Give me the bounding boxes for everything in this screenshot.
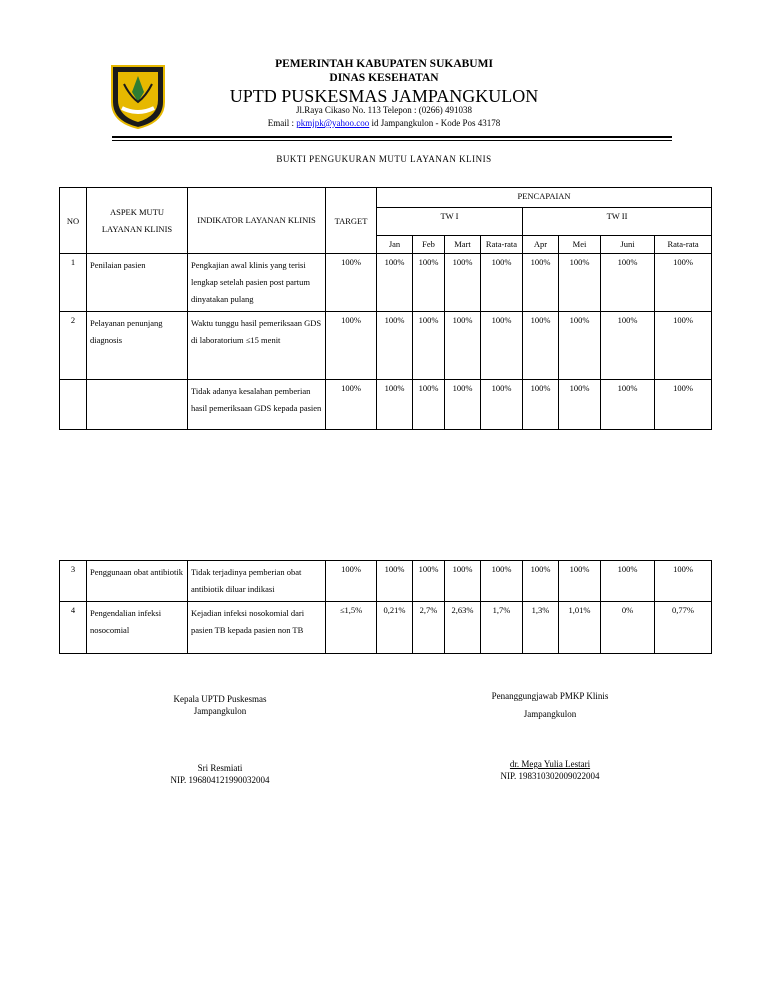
row-indikator: Waktu tunggu hasil pemeriksaan GDS di laboratorium ≤15 menit [188, 312, 326, 380]
row-value: 1,3% [523, 602, 559, 654]
document-title: BUKTI PENGUKURAN MUTU LAYANAN KLINIS [276, 154, 492, 164]
right-nip: NIP. 198310302009022004 [500, 771, 600, 781]
row-indikator: Tidak adanya kesalahan pemberian hasil pemeriksaan GDS kepada pasien [188, 380, 326, 430]
row-value: 100% [445, 312, 481, 380]
header-address: Jl.Raya Cikaso No. 113 Telepon : (0266) 491038 [295, 105, 473, 115]
table-row [60, 602, 712, 654]
header-line-3: UPTD PUSKESMAS JAMPANGKULON [229, 86, 539, 106]
row-value: 2,7% [413, 602, 445, 654]
left-title-1: Kepala UPTD Puskesmas [173, 694, 267, 704]
row-aspek [87, 380, 188, 430]
table-row [60, 380, 712, 430]
header-target: TARGET [326, 188, 377, 254]
row-value: 0,21% [377, 602, 413, 654]
header-indikator: INDIKATOR LAYANAN KLINIS [188, 188, 326, 254]
month-header: Juni [601, 236, 655, 254]
row-value: 100% [413, 312, 445, 380]
header-line-2: DINAS KESEHATAN [329, 72, 439, 84]
row-value: 2,63% [445, 602, 481, 654]
row-target: 100% [326, 254, 377, 312]
left-nip: NIP. 196804121990032004 [170, 775, 270, 785]
row-value: 100% [601, 561, 655, 602]
month-header: Feb [413, 236, 445, 254]
row-no: 4 [60, 602, 87, 654]
row-value: 100% [655, 380, 712, 430]
table-row [60, 254, 712, 312]
row-value: 100% [481, 561, 523, 602]
row-value: 0,77% [655, 602, 712, 654]
header-rule-thin [112, 140, 672, 141]
row-indikator: Pengkajian awal klinis yang terisi lengkap setelah pasien post partum dinyatakan pulang [188, 254, 326, 312]
left-name: Sri Resmiati [197, 763, 243, 773]
row-value: 100% [445, 380, 481, 430]
table-row [60, 561, 712, 602]
row-value: 100% [481, 312, 523, 380]
row-indikator: Tidak terjadinya pemberian obat antibiotik diluar indikasi [188, 561, 326, 602]
email-rest: id Jampangkulon - Kode Pos 43178 [369, 118, 501, 128]
row-value: 100% [559, 380, 601, 430]
row-value: 1,7% [481, 602, 523, 654]
header-tw2: TW II [523, 208, 712, 236]
row-value: 100% [601, 380, 655, 430]
row-indikator: Kejadian infeksi nosokomial dari pasien TB kepada pasien non TB [188, 602, 326, 654]
table-row [60, 312, 712, 380]
row-value: 100% [601, 254, 655, 312]
row-target: 100% [326, 561, 377, 602]
row-no: 2 [60, 312, 87, 380]
row-value: 0% [601, 602, 655, 654]
month-header: Jan [377, 236, 413, 254]
measurement-table-bottom [59, 560, 712, 654]
header-no: NO [60, 188, 87, 254]
row-target: 100% [326, 312, 377, 380]
header-aspek: ASPEK MUTU LAYANAN KLINIS [87, 188, 188, 254]
row-value: 100% [413, 561, 445, 602]
row-value: 1,01% [559, 602, 601, 654]
header-line-1: PEMERINTAH KABUPATEN SUKABUMI [275, 58, 493, 70]
row-value: 100% [523, 254, 559, 312]
month-header: Rata-rata [481, 236, 523, 254]
header-pencapaian: PENCAPAIAN [377, 188, 712, 208]
row-no: 3 [60, 561, 87, 602]
row-no [60, 380, 87, 430]
month-header: Mei [559, 236, 601, 254]
row-value: 100% [377, 312, 413, 380]
row-value: 100% [559, 254, 601, 312]
row-value: 100% [481, 254, 523, 312]
measurement-table-top [59, 187, 712, 430]
signature-left [150, 693, 290, 786]
row-target: ≤1,5% [326, 602, 377, 654]
row-value: 100% [559, 312, 601, 380]
row-value: 100% [377, 254, 413, 312]
row-value: 100% [559, 561, 601, 602]
row-aspek: Pengendalian infeksi nosocomial [87, 602, 188, 654]
row-value: 100% [413, 254, 445, 312]
month-header: Apr [523, 236, 559, 254]
header-rule-thick [112, 136, 672, 138]
row-value: 100% [601, 312, 655, 380]
row-value: 100% [377, 561, 413, 602]
row-value: 100% [413, 380, 445, 430]
row-value: 100% [481, 380, 523, 430]
row-value: 100% [655, 312, 712, 380]
month-header: Rata-rata [655, 236, 712, 254]
email-label: Email : [267, 118, 297, 128]
right-title-1: Penanggungjawab PMKP Klinis [491, 691, 609, 701]
row-aspek: Pelayanan penunjang diagnosis [87, 312, 188, 380]
row-value: 100% [655, 561, 712, 602]
row-aspek: Penilaian pasien [87, 254, 188, 312]
row-value: 100% [655, 254, 712, 312]
row-value: 100% [445, 561, 481, 602]
signature-right [460, 690, 640, 782]
right-name: dr. Mega Yulia Lestari [509, 759, 591, 769]
row-value: 100% [445, 254, 481, 312]
row-target: 100% [326, 380, 377, 430]
email-link[interactable]: pkmjpk@yahoo.coo [296, 118, 370, 128]
right-title-2: Jampangkulon [523, 709, 577, 719]
row-no: 1 [60, 254, 87, 312]
row-value: 100% [523, 312, 559, 380]
left-title-2: Jampangkulon [193, 706, 247, 716]
header-contact [0, 119, 768, 128]
row-value: 100% [523, 561, 559, 602]
row-value: 100% [523, 380, 559, 430]
row-value: 100% [377, 380, 413, 430]
header-tw1: TW I [377, 208, 523, 236]
month-header: Mart [445, 236, 481, 254]
row-aspek: Penggunaan obat antibiotik [87, 561, 188, 602]
